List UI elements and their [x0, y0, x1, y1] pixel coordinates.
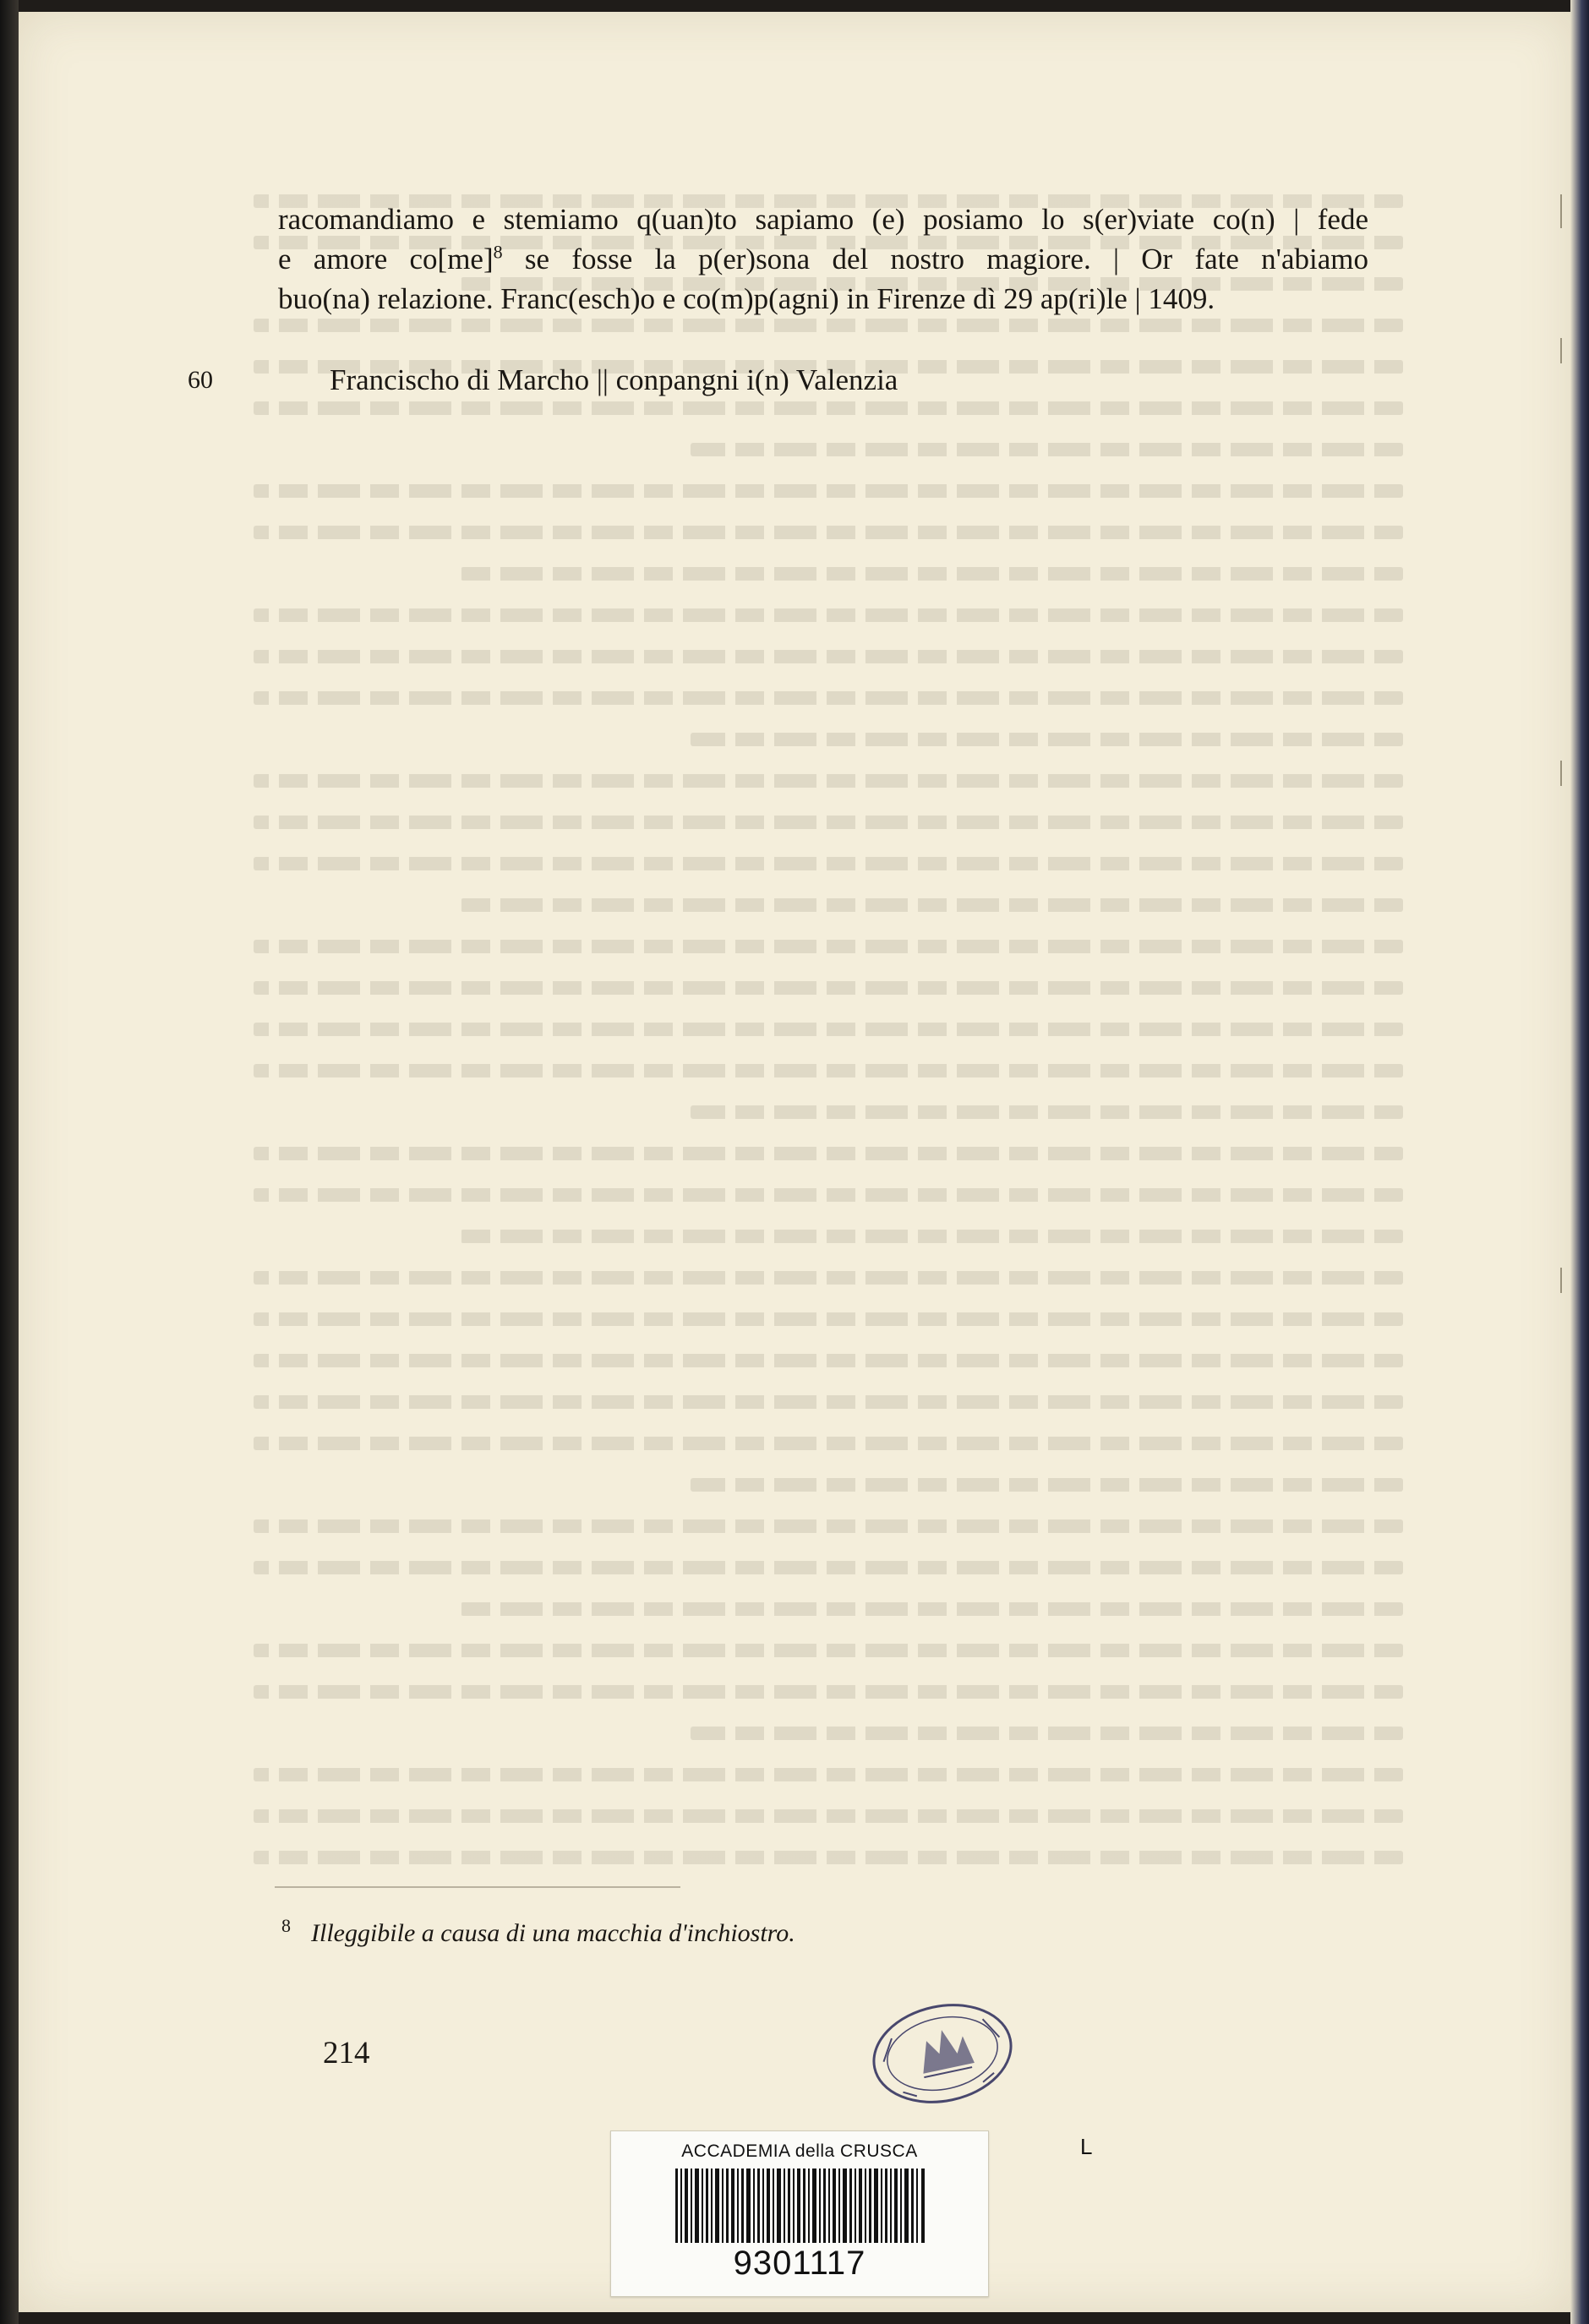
margin-line-number: 60 [188, 366, 213, 394]
text-line-1: racomandiamo e stemiamo q(uan)to sapiamo (e) posiamo lo s(er)viate co(n) | fede [278, 203, 1368, 236]
page-number: 214 [323, 2036, 370, 2070]
text-line-3: buo(na) relazione. Franc(esch)o e co(m)p(agni) in Firenze dì 29 ap(ri)le | 1409. [278, 282, 1215, 315]
footnote-text: Illeggibile a causa di una macchia d'inchiostro. [311, 1919, 795, 1947]
letter-closing-paragraph [278, 199, 1368, 319]
book-spine-edge [0, 0, 19, 2324]
text-line-2 [278, 239, 1368, 279]
footnote-reference-8: 8 [493, 241, 503, 263]
footnote-number: 8 [281, 1915, 291, 1936]
text-line-2-tail: se fosse la p(er)sona del nostro magiore. | Or fate n'abiamo [502, 243, 1368, 275]
library-stamp-icon [862, 1990, 1023, 2117]
book-cover-edge [1570, 0, 1589, 2324]
label-corner-mark: L [1080, 2134, 1093, 2159]
text-line-2-head: e amore co[me] [278, 243, 494, 275]
library-barcode-label [610, 2130, 989, 2297]
footnote [281, 1917, 795, 1950]
binding-edge-marks [1559, 177, 1564, 1783]
barcode-number: 9301117 [733, 2245, 866, 2282]
document-page [19, 12, 1570, 2312]
footnote-divider [275, 1886, 680, 1888]
barcode-icon [675, 2169, 926, 2243]
letter-addressee: Francischo di Marcho || conpangni i(n) Valenzia [330, 363, 898, 396]
barcode-institution: ACCADEMIA della CRUSCA [681, 2141, 918, 2161]
